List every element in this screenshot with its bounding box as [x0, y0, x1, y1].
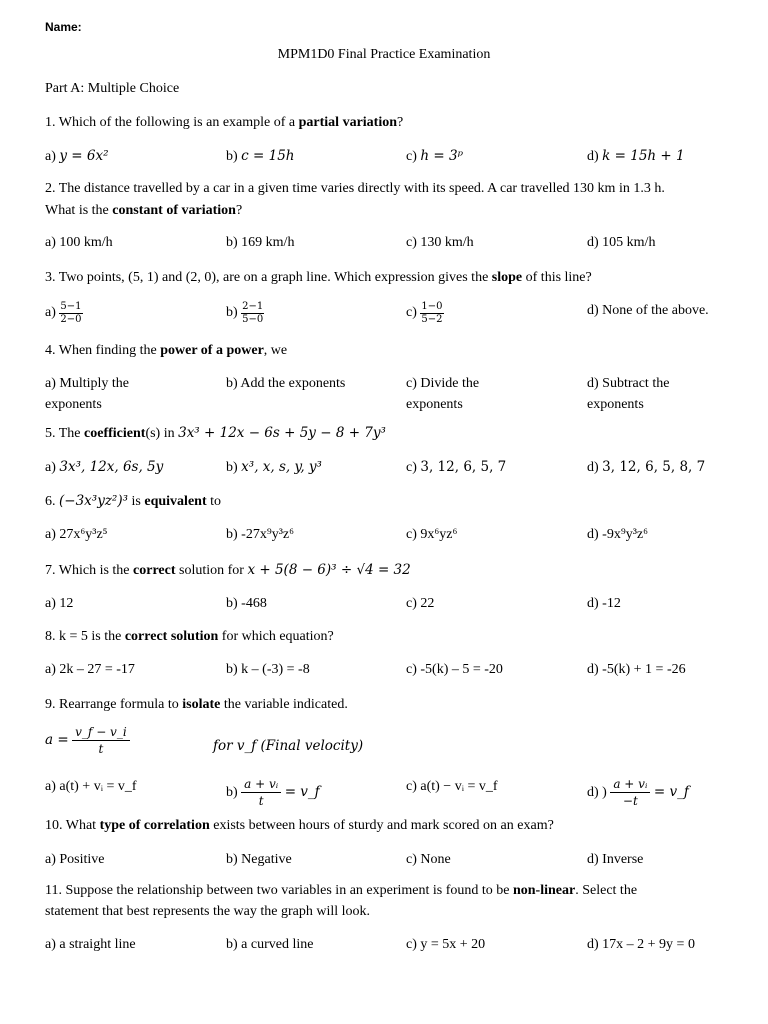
q9-formula: a = $\frac{v\_f - v\_i}{t}$: [45, 724, 130, 757]
question-9: 9. Rearrange formula to isolate the variable indicated.: [45, 697, 348, 712]
question-8: 8. k = 5 is the correct solution for which equation?: [45, 629, 334, 644]
q3-option-b: b) $\frac{2-1}{5-0}$: [226, 301, 264, 325]
q4-option-d-line2: exponents: [587, 397, 644, 412]
q5-option-d: d) 3, 12, 6, 5, 8, 7: [587, 459, 706, 475]
q9-option-d: d) ) $\frac{\text{a + vᵢ}}{-t}$ = v_f: [587, 777, 689, 809]
question-5: 5. The coefficient(s) in 3x³ + 12x − 6s + 5y − 8 + 7y³: [45, 425, 386, 441]
q2-option-a: a) 100 km/h: [45, 235, 113, 250]
q3-option-c: c) $\frac{1-0}{5-2}$: [406, 301, 443, 325]
q11-option-d: d) 17x – 2 + 9y = 0: [587, 937, 695, 952]
q3-option-a: a) $\frac{5-1}{2-0}$: [45, 301, 82, 325]
q4-option-c-line2: exponents: [406, 397, 463, 412]
q5-option-b: b) x³, x, s, y, y³: [226, 459, 322, 475]
q8-option-c: c) -5(k) – 5 = -20: [406, 662, 503, 677]
question-11-line1: 11. Suppose the relationship between two variables in an experiment is found to be non-linear. Select the: [45, 883, 638, 898]
q7-option-a: a) 12: [45, 596, 74, 611]
q9-option-b: b) $\frac{\text{a + vᵢ}}{t}$ = v_f: [226, 777, 320, 809]
q5-option-a: a) 3x³, 12x, 6s, 5y: [45, 459, 164, 475]
q5-option-c: c) 3, 12, 6, 5, 7: [406, 459, 507, 475]
q8-option-d: d) -5(k) + 1 = -26: [587, 662, 686, 677]
q4-option-c-line1: c) Divide the: [406, 376, 480, 391]
question-1: 1. Which of the following is an example of a partial variation?: [45, 115, 404, 130]
q8-option-b: b) k – (-3) = -8: [226, 662, 310, 677]
question-2-line2: What is the constant of variation?: [45, 203, 243, 218]
q1-option-a: a) y = 6x²: [45, 148, 109, 164]
q2-option-b: b) 169 km/h: [226, 235, 295, 250]
q6-option-d: d) -9x⁹y³z⁶: [587, 527, 648, 542]
question-2-line1: 2. The distance travelled by a car in a given time varies directly with its speed. A car travelled 130 km in 1.3 h.: [45, 181, 665, 196]
question-7: 7. Which is the correct solution for x + 5(8 − 6)³ ÷ √4 = 32: [45, 562, 411, 578]
q7-option-c: c) 22: [406, 596, 435, 611]
q1-option-d: d) k = 15h + 1: [587, 148, 685, 164]
question-10: 10. What type of correlation exists between hours of sturdy and mark scored on an exam?: [45, 818, 554, 833]
q6-option-b: b) -27x⁹y³z⁶: [226, 527, 294, 542]
q7-option-b: b) -468: [226, 596, 267, 611]
q6-option-a: a) 27x⁶y³z⁵: [45, 527, 108, 542]
q4-option-a-line2: exponents: [45, 397, 102, 412]
q10-option-b: b) Negative: [226, 852, 292, 867]
q2-option-c: c) 130 km/h: [406, 235, 474, 250]
q10-option-d: d) Inverse: [587, 852, 644, 867]
q2-option-d: d) 105 km/h: [587, 235, 656, 250]
q10-option-a: a) Positive: [45, 852, 105, 867]
q8-option-a: a) 2k – 27 = -17: [45, 662, 135, 677]
q1-option-c: c) h = 3ᵖ: [406, 148, 463, 164]
q4-option-d-line1: d) Subtract the: [587, 376, 670, 391]
q4-option-a-line1: a) Multiply the: [45, 376, 129, 391]
question-4: 4. When finding the power of a power, we: [45, 343, 288, 358]
q11-option-b: b) a curved line: [226, 937, 314, 952]
q7-option-d: d) -12: [587, 596, 621, 611]
q11-option-a: a) a straight line: [45, 937, 136, 952]
q6-option-c: c) 9x⁶yz⁶: [406, 527, 458, 542]
part-heading: Part A: Multiple Choice: [45, 81, 180, 96]
q10-option-c: c) None: [406, 852, 451, 867]
q3-option-d: d) None of the above.: [587, 303, 709, 318]
question-6: 6. (−3x³yz²)³ is equivalent to: [45, 493, 221, 509]
question-3: 3. Two points, (5, 1) and (2, 0), are on a graph line. Which expression gives the slope of this line?: [45, 270, 592, 285]
q9-option-c: c) a(t) − vᵢ = v_f: [406, 779, 498, 794]
exam-title: MPM1D0 Final Practice Examination: [277, 47, 491, 62]
question-11-line2: statement that best represents the way the graph will look.: [45, 904, 371, 919]
q9-variable: for v_f (Final velocity): [213, 738, 364, 754]
q9-option-a: a) a(t) + vᵢ = v_f: [45, 779, 137, 794]
name-label: Name:: [45, 20, 82, 34]
q4-option-b: b) Add the exponents: [226, 376, 346, 391]
q11-option-c: c) y = 5x + 20: [406, 937, 486, 952]
q1-option-b: b) c = 15h: [226, 148, 295, 164]
